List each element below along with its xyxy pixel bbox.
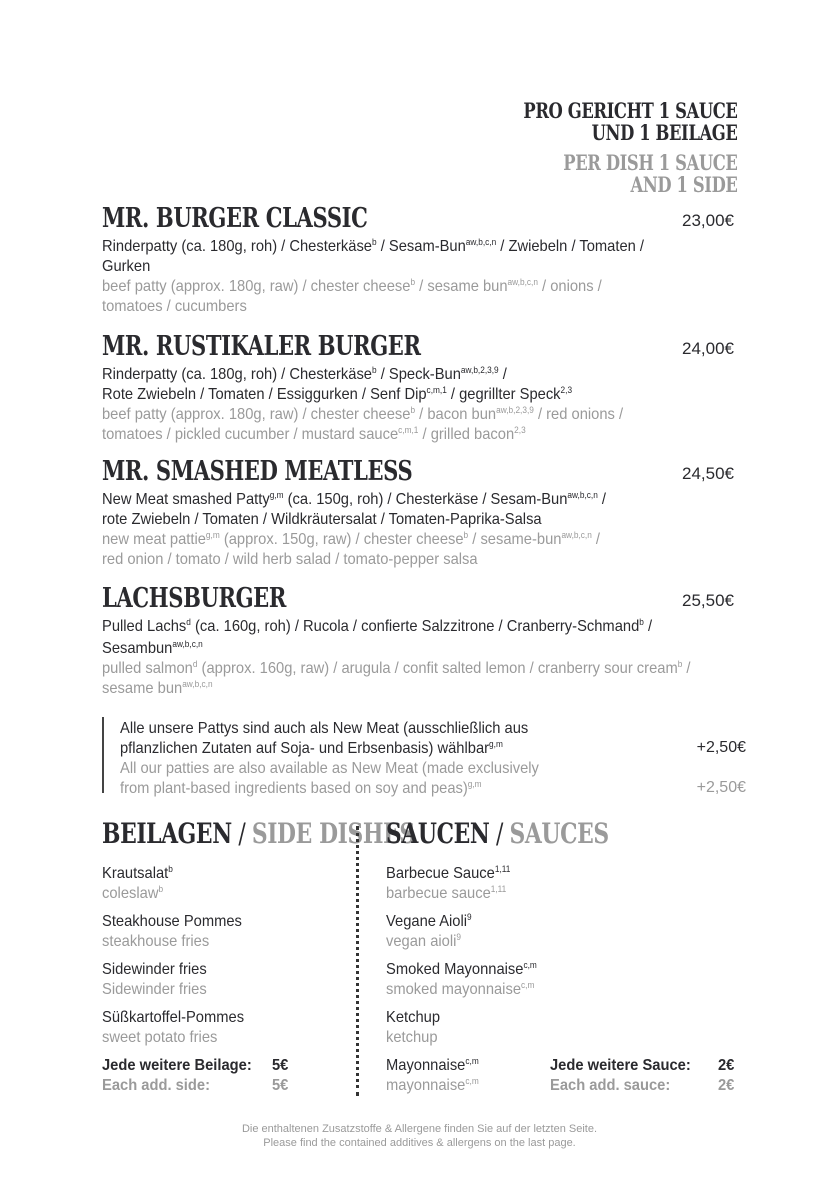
dish-title: MR. SMASHED MEATLESS [102, 456, 413, 487]
dish-description-de: Rinderpatty (ca. 180g, roh) / Chesterkäse$^b$ / Speck-Bun$^{aw,b,2,3,9}$ / [102, 365, 507, 383]
dish-description-en-2: tomatoes / cucumbers [102, 298, 247, 315]
sauce-item: Smoked Mayonnaise$^{c,m}$ smoked mayonnaise$^{c,m}$ [386, 960, 537, 998]
dish-description-de: Pulled Lachs$^d$ (ca. 160g, roh) / Rucola / confierte Salzzitrone / Cranberry-Schmand$^b$ / [102, 617, 653, 635]
new-meat-note [102, 717, 756, 797]
dish-description-en-2: sesame bun$^{aw,b,c,n}$ [102, 679, 213, 697]
dish-price: 23,00€ [682, 211, 734, 230]
dish-description-de: New Meat smashed Patty$^{g,m}$ (ca. 150g, roh) / Chesterkäse / Sesam-Bun$^{aw,b,c,n}$ / [102, 490, 607, 508]
rule-en-line-2: AND 1 SIDE [630, 172, 737, 197]
dish-description-de-2: rote Zwiebeln / Tomaten / Wildkräutersalat / Tomaten-Paprika-Salsa [102, 511, 542, 528]
dish-title: MR. RUSTIKALER BURGER [102, 331, 421, 362]
note-de-line-1: Alle unsere Pattys sind auch als New Meat (ausschließlich aus [120, 720, 529, 737]
sauce-side-rule [463, 100, 737, 196]
dish-description-en: beef patty (approx. 180g, raw) / chester cheese$^b$ / bacon bun$^{aw,b,2,3,9}$ / red onions / [102, 405, 624, 423]
dish-description-de-2: Rote Zwiebeln / Tomaten / Essiggurken / Senf Dip$^{c,m,1}$ / gegrillter Speck$^{2,3}$ [102, 385, 573, 403]
note-en-line-2: from plant-based ingredients based on soy and peas)$^{g,m}$ [120, 779, 482, 797]
dish-title: LACHSBURGER [102, 583, 286, 614]
allergen-footnote [0, 1122, 839, 1150]
column-divider [356, 826, 359, 1096]
side-item: Sidewinder fries Sidewinder fries [102, 961, 207, 998]
side-item: Steakhouse Pommes steakhouse fries [102, 913, 242, 950]
dish-lachsburger [102, 583, 738, 699]
dish-description-en-2: tomatoes / pickled cucumber / mustard sauce$^{c,m,1}$ / grilled bacon$^{2,3}$ [102, 425, 526, 443]
dish-description-de-2: Gurken [102, 258, 151, 275]
sauce-item: Barbecue Sauce$^{1,11}$ barbecue sauce$^{1,11}$ [386, 864, 511, 902]
sauces-list [386, 864, 746, 1096]
rule-de-line-2: UND 1 BEILAGE [591, 120, 737, 145]
dish-price: 24,50€ [682, 464, 734, 483]
dish-description-de-2: Sesambun$^{aw,b,c,n}$ [102, 639, 203, 657]
extra-side-price: Jede weitere Beilage: Each add. side: 5€ 5€ [102, 1057, 289, 1094]
rule-en-line-1: PER DISH 1 SAUCE [562, 150, 737, 175]
sides-list [102, 864, 342, 1096]
dish-burger-classic [102, 203, 738, 317]
dish-description-en: pulled salmon$^d$ (approx. 160g, raw) / arugula / confit salted lemon / cranberry sour cream$^b$ / [102, 659, 691, 677]
sauces-title: SAUCEN / SAUCES [386, 817, 609, 850]
note-price-de: +2,50€ [696, 739, 746, 756]
sides-title: BEILAGEN / SIDE DISHES [102, 817, 415, 850]
note-price-en: +2,50€ [696, 779, 746, 796]
side-item: Krautsalat$^b$ coleslaw$^b$ [102, 864, 173, 902]
footnote-de: Die enthaltenen Zusatzstoffe & Allergene finden Sie auf der letzten Seite. [241, 1123, 598, 1135]
footnote-en: Please find the contained additives & allergens on the last page. [263, 1137, 576, 1149]
note-en-line-1: All our patties are also available as New Meat (made exclusively [120, 760, 539, 777]
dish-price: 25,50€ [682, 591, 734, 610]
sauces-section [386, 818, 746, 1096]
dish-smashed-meatless [102, 456, 738, 570]
dish-description-en: new meat pattie$^{g,m}$ (approx. 150g, raw) / chester cheese$^b$ / sesame-bun$^{aw,b,c,n}$ / [102, 530, 601, 548]
dish-description-en: beef patty (approx. 180g, raw) / chester cheese$^b$ / sesame bun$^{aw,b,c,n}$ / onions / [102, 277, 602, 295]
side-item: Süßkartoffel-Pommes sweet potato fries [102, 1009, 245, 1046]
extra-sauce-price: Jede weitere Sauce: Each add. sauce: 2€ 2€ [550, 1057, 735, 1094]
dish-description-de: Rinderpatty (ca. 180g, roh) / Chesterkäse$^b$ / Sesam-Bun$^{aw,b,c,n}$ / Zwiebeln / Tomaten / [102, 237, 645, 255]
sauce-item: Vegane Aioli$^9$ vegan aioli$^9$ [386, 912, 472, 950]
sauce-item: Ketchup ketchup [386, 1009, 441, 1046]
sauce-item: Mayonnaise$^{c,m}$ mayonnaise$^{c,m}$ Jede weitere Sauce: Each add. sauce: 2€ 2€ [386, 1056, 746, 1096]
dish-description-en-2: red onion / tomato / wild herb salad / tomato-pepper salsa [102, 551, 478, 568]
dish-rustikaler-burger [102, 331, 738, 445]
dish-title: MR. BURGER CLASSIC [102, 203, 368, 234]
rule-de-line-1: PRO GERICHT 1 SAUCE [522, 98, 737, 123]
note-de-line-2: pflanzlichen Zutaten auf Soja- und Erbsenbasis) wählbar$^{g,m}$ [120, 739, 503, 757]
dish-price: 24,00€ [682, 339, 734, 358]
